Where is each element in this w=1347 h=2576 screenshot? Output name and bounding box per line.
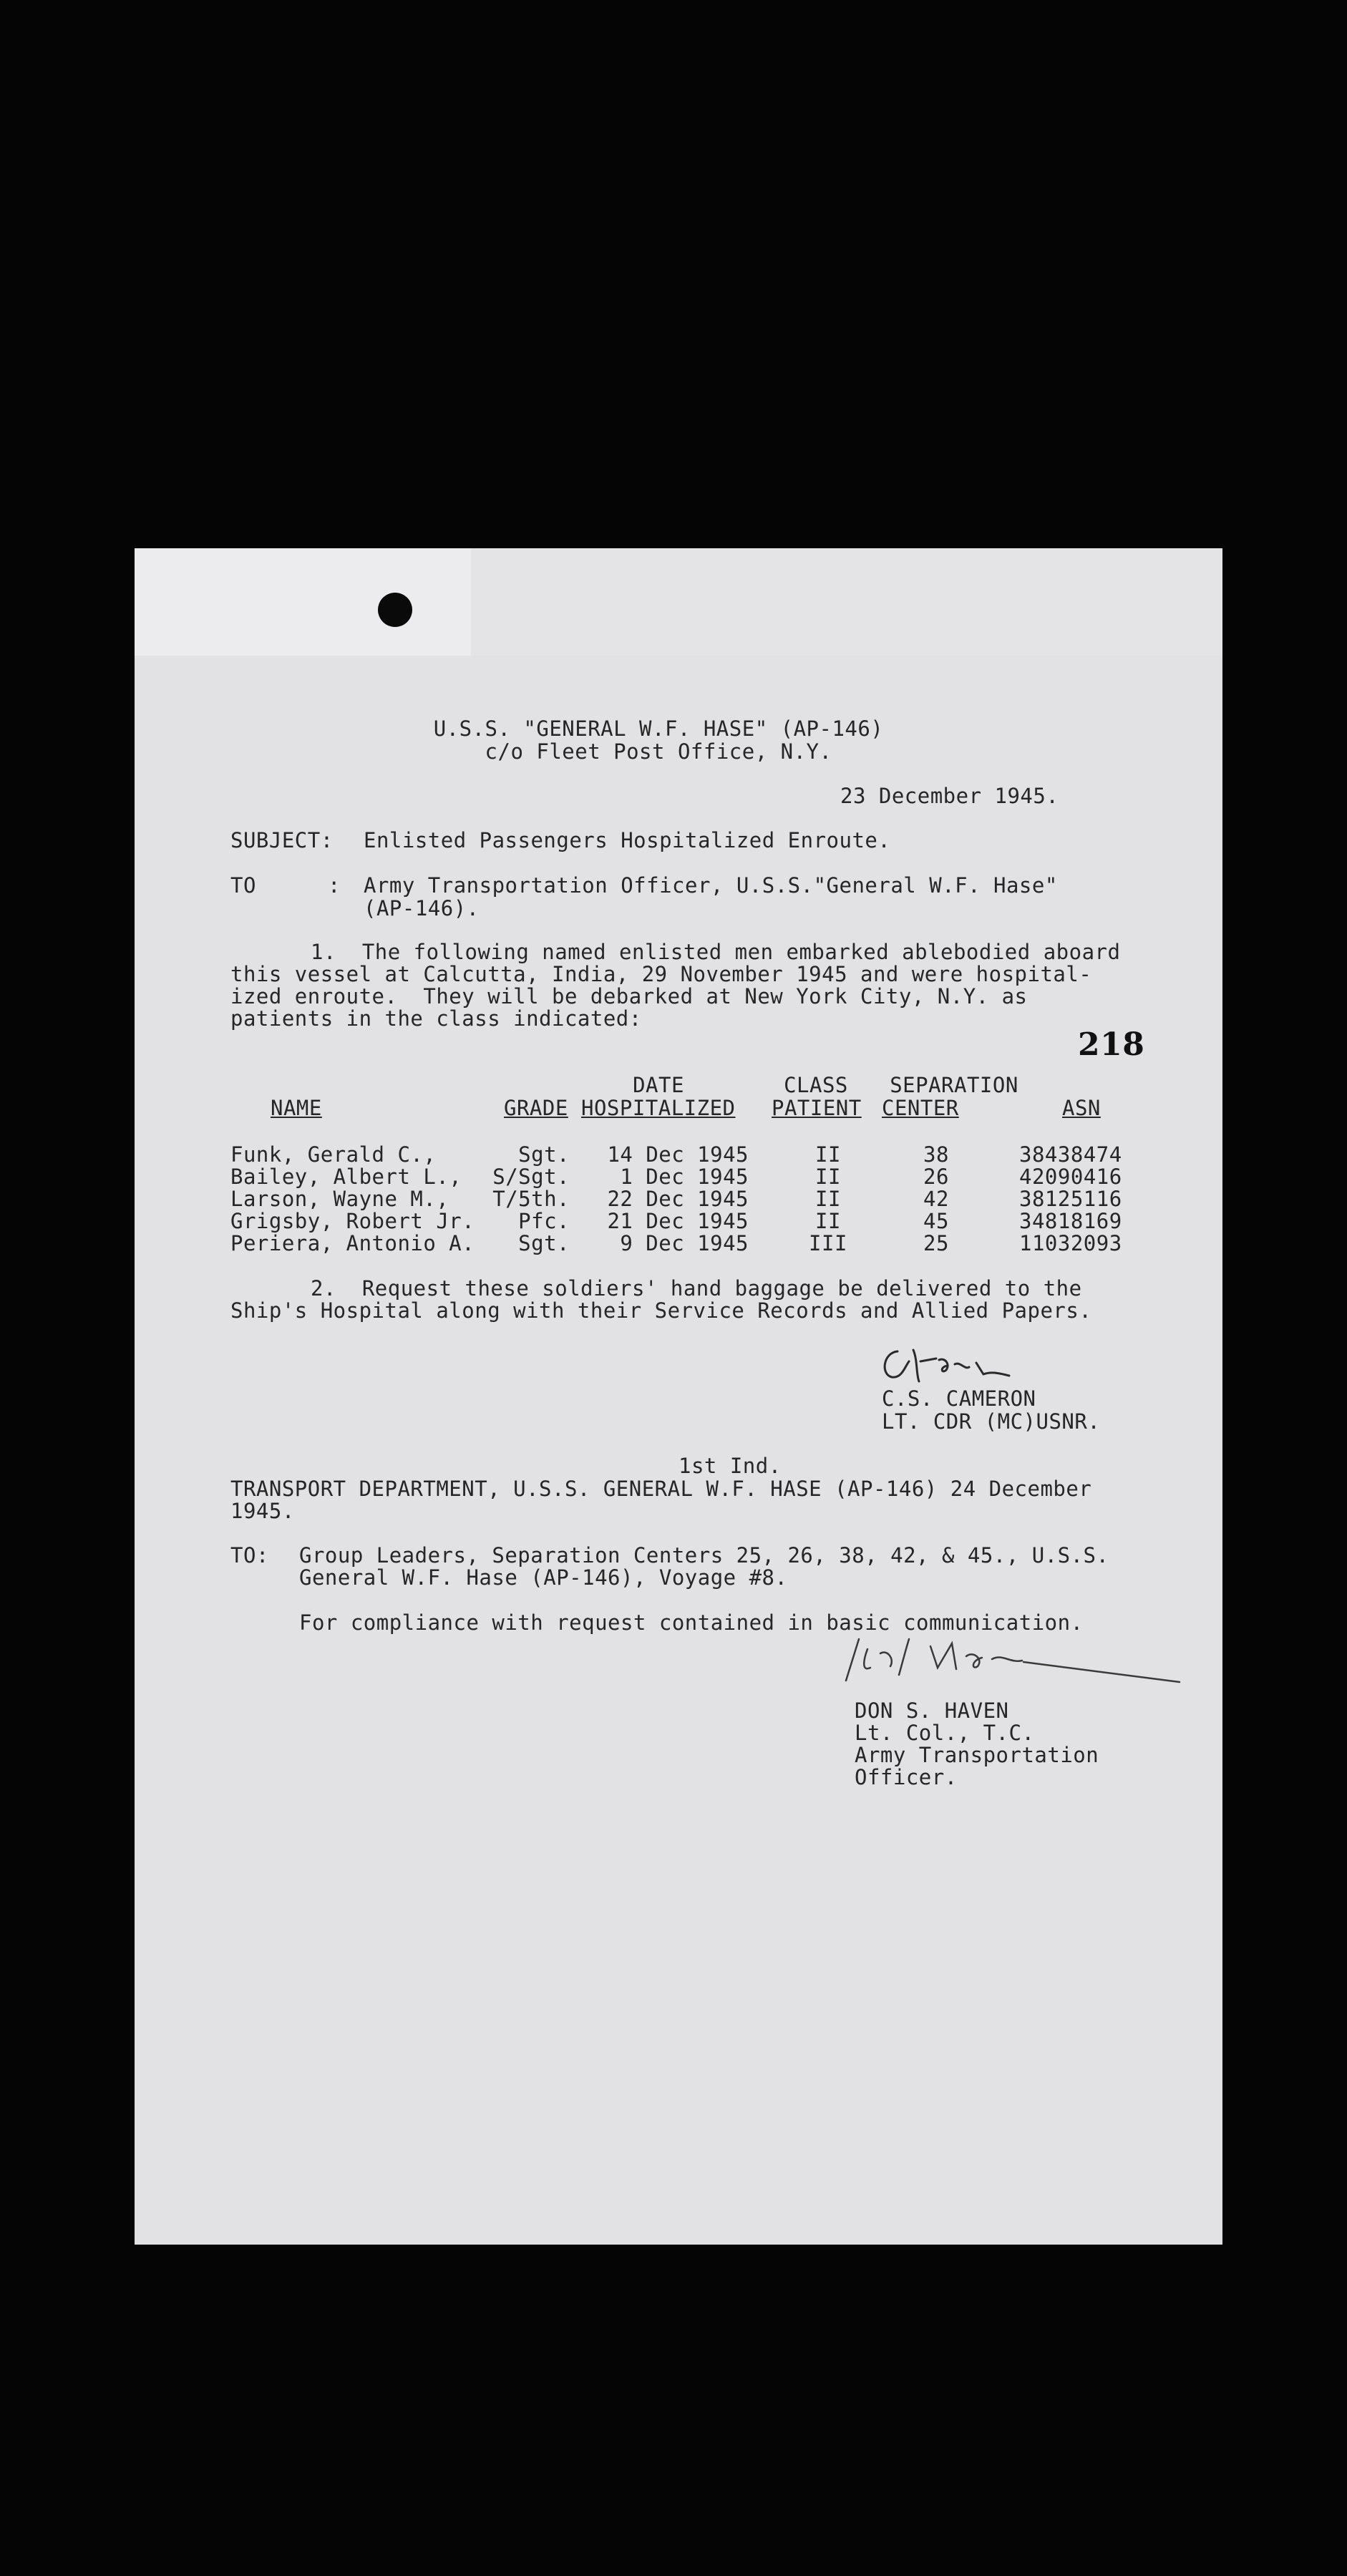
para2-line-1: 2. Request these soldiers' hand baggage be delivered to the (311, 1276, 1082, 1301)
header-asn: ASN (1062, 1096, 1101, 1120)
row-class: II (815, 1142, 841, 1167)
to-label: TO (230, 873, 256, 898)
para1-line-3: ized enroute. They will be debarked at New York City, N.Y. as (230, 984, 1028, 1008)
row-grade: Pfc. (518, 1209, 570, 1233)
row-center: 38 (923, 1142, 949, 1167)
row-grade: T/5th. (492, 1187, 570, 1211)
letter-date: 23 December 1945. (840, 784, 1059, 808)
signer-2-title-1: Army Transportation (855, 1743, 1099, 1767)
underlying-page-tab (135, 548, 471, 656)
row-center: 25 (923, 1231, 949, 1255)
to-line-1: Army Transportation Officer, U.S.S."General W.F. Hase" (364, 873, 1058, 898)
row-grade: S/Sgt. (492, 1165, 570, 1189)
row-center: 45 (923, 1209, 949, 1233)
indorsement-to-line-2: General W.F. Hase (AP-146), Voyage #8. (299, 1565, 788, 1590)
row-date: 14 Dec 1945 (607, 1142, 749, 1167)
header-class-bottom: PATIENT (772, 1096, 862, 1120)
page-number: 218 (1078, 1026, 1145, 1063)
row-center: 42 (923, 1187, 949, 1211)
cameron-signature (876, 1346, 1048, 1391)
subject-label: SUBJECT: (230, 828, 334, 852)
compliance-line: For compliance with request contained in basic communication. (299, 1610, 1084, 1635)
row-class: III (809, 1231, 847, 1255)
row-name: Larson, Wayne M., (230, 1187, 449, 1211)
indorsement-line-1: TRANSPORT DEPARTMENT, U.S.S. GENERAL W.F. HASE (AP-146) 24 December (230, 1477, 1092, 1501)
row-name: Bailey, Albert L., (230, 1165, 462, 1189)
signer-2-rank: Lt. Col., T.C. (855, 1721, 1035, 1745)
para1-line-2: this vessel at Calcutta, India, 29 November 1945 and were hospital- (230, 962, 1092, 986)
to-colon: : (328, 873, 341, 898)
row-asn: 34818169 (1019, 1209, 1122, 1233)
row-date: 1 Dec 1945 (620, 1165, 749, 1189)
row-date: 22 Dec 1945 (607, 1187, 749, 1211)
subject-text: Enlisted Passengers Hospitalized Enroute. (364, 828, 891, 852)
signer-1-title: LT. CDR (MC)USNR. (882, 1409, 1101, 1434)
row-name: Periera, Antonio A. (230, 1231, 475, 1255)
header-separation-bottom: CENTER (882, 1096, 959, 1120)
to-line-2: (AP-146). (364, 896, 480, 920)
row-class: II (815, 1209, 841, 1233)
row-date: 21 Dec 1945 (607, 1209, 749, 1233)
header-date-bottom: HOSPITALIZED (581, 1096, 736, 1120)
indorsement-title: 1st Ind. (679, 1454, 782, 1478)
signer-1-name: C.S. CAMERON (882, 1386, 1036, 1411)
address-line: c/o Fleet Post Office, N.Y. (485, 739, 832, 764)
row-date: 9 Dec 1945 (620, 1231, 749, 1255)
row-asn: 42090416 (1019, 1165, 1122, 1189)
para1-line-4: patients in the class indicated: (230, 1006, 642, 1031)
row-asn: 11032093 (1019, 1231, 1122, 1255)
header-class-top: CLASS (784, 1073, 848, 1097)
row-name: Funk, Gerald C., (230, 1142, 437, 1167)
row-asn: 38438474 (1019, 1142, 1122, 1167)
header-grade: GRADE (504, 1096, 568, 1120)
indorsement-line-2: 1945. (230, 1499, 295, 1523)
ship-heading: U.S.S. "GENERAL W.F. HASE" (AP-146) (433, 716, 884, 741)
signer-2-name: DON S. HAVEN (855, 1698, 1009, 1723)
para1-line-1: 1. The following named enlisted men embarked ablebodied aboard (311, 940, 1121, 964)
signer-2-title-2: Officer. (855, 1765, 958, 1789)
header-name: NAME (271, 1096, 322, 1120)
row-grade: Sgt. (518, 1142, 570, 1167)
header-date-top: DATE (633, 1073, 684, 1097)
para2-line-2: Ship's Hospital along with their Service Records and Allied Papers. (230, 1298, 1092, 1323)
indorsement-to-line-1: Group Leaders, Separation Centers 25, 26, 38, 42, & 45., U.S.S. (299, 1543, 1109, 1568)
row-asn: 38125116 (1019, 1187, 1122, 1211)
punch-hole (378, 593, 412, 627)
haven-signature (830, 1625, 1195, 1689)
row-name: Grigsby, Robert Jr. (230, 1209, 475, 1233)
row-class: II (815, 1187, 841, 1211)
header-separation-top: SEPARATION (890, 1073, 1018, 1097)
row-center: 26 (923, 1165, 949, 1189)
indorsement-to-label: TO: (230, 1543, 269, 1568)
row-class: II (815, 1165, 841, 1189)
row-grade: Sgt. (518, 1231, 570, 1255)
